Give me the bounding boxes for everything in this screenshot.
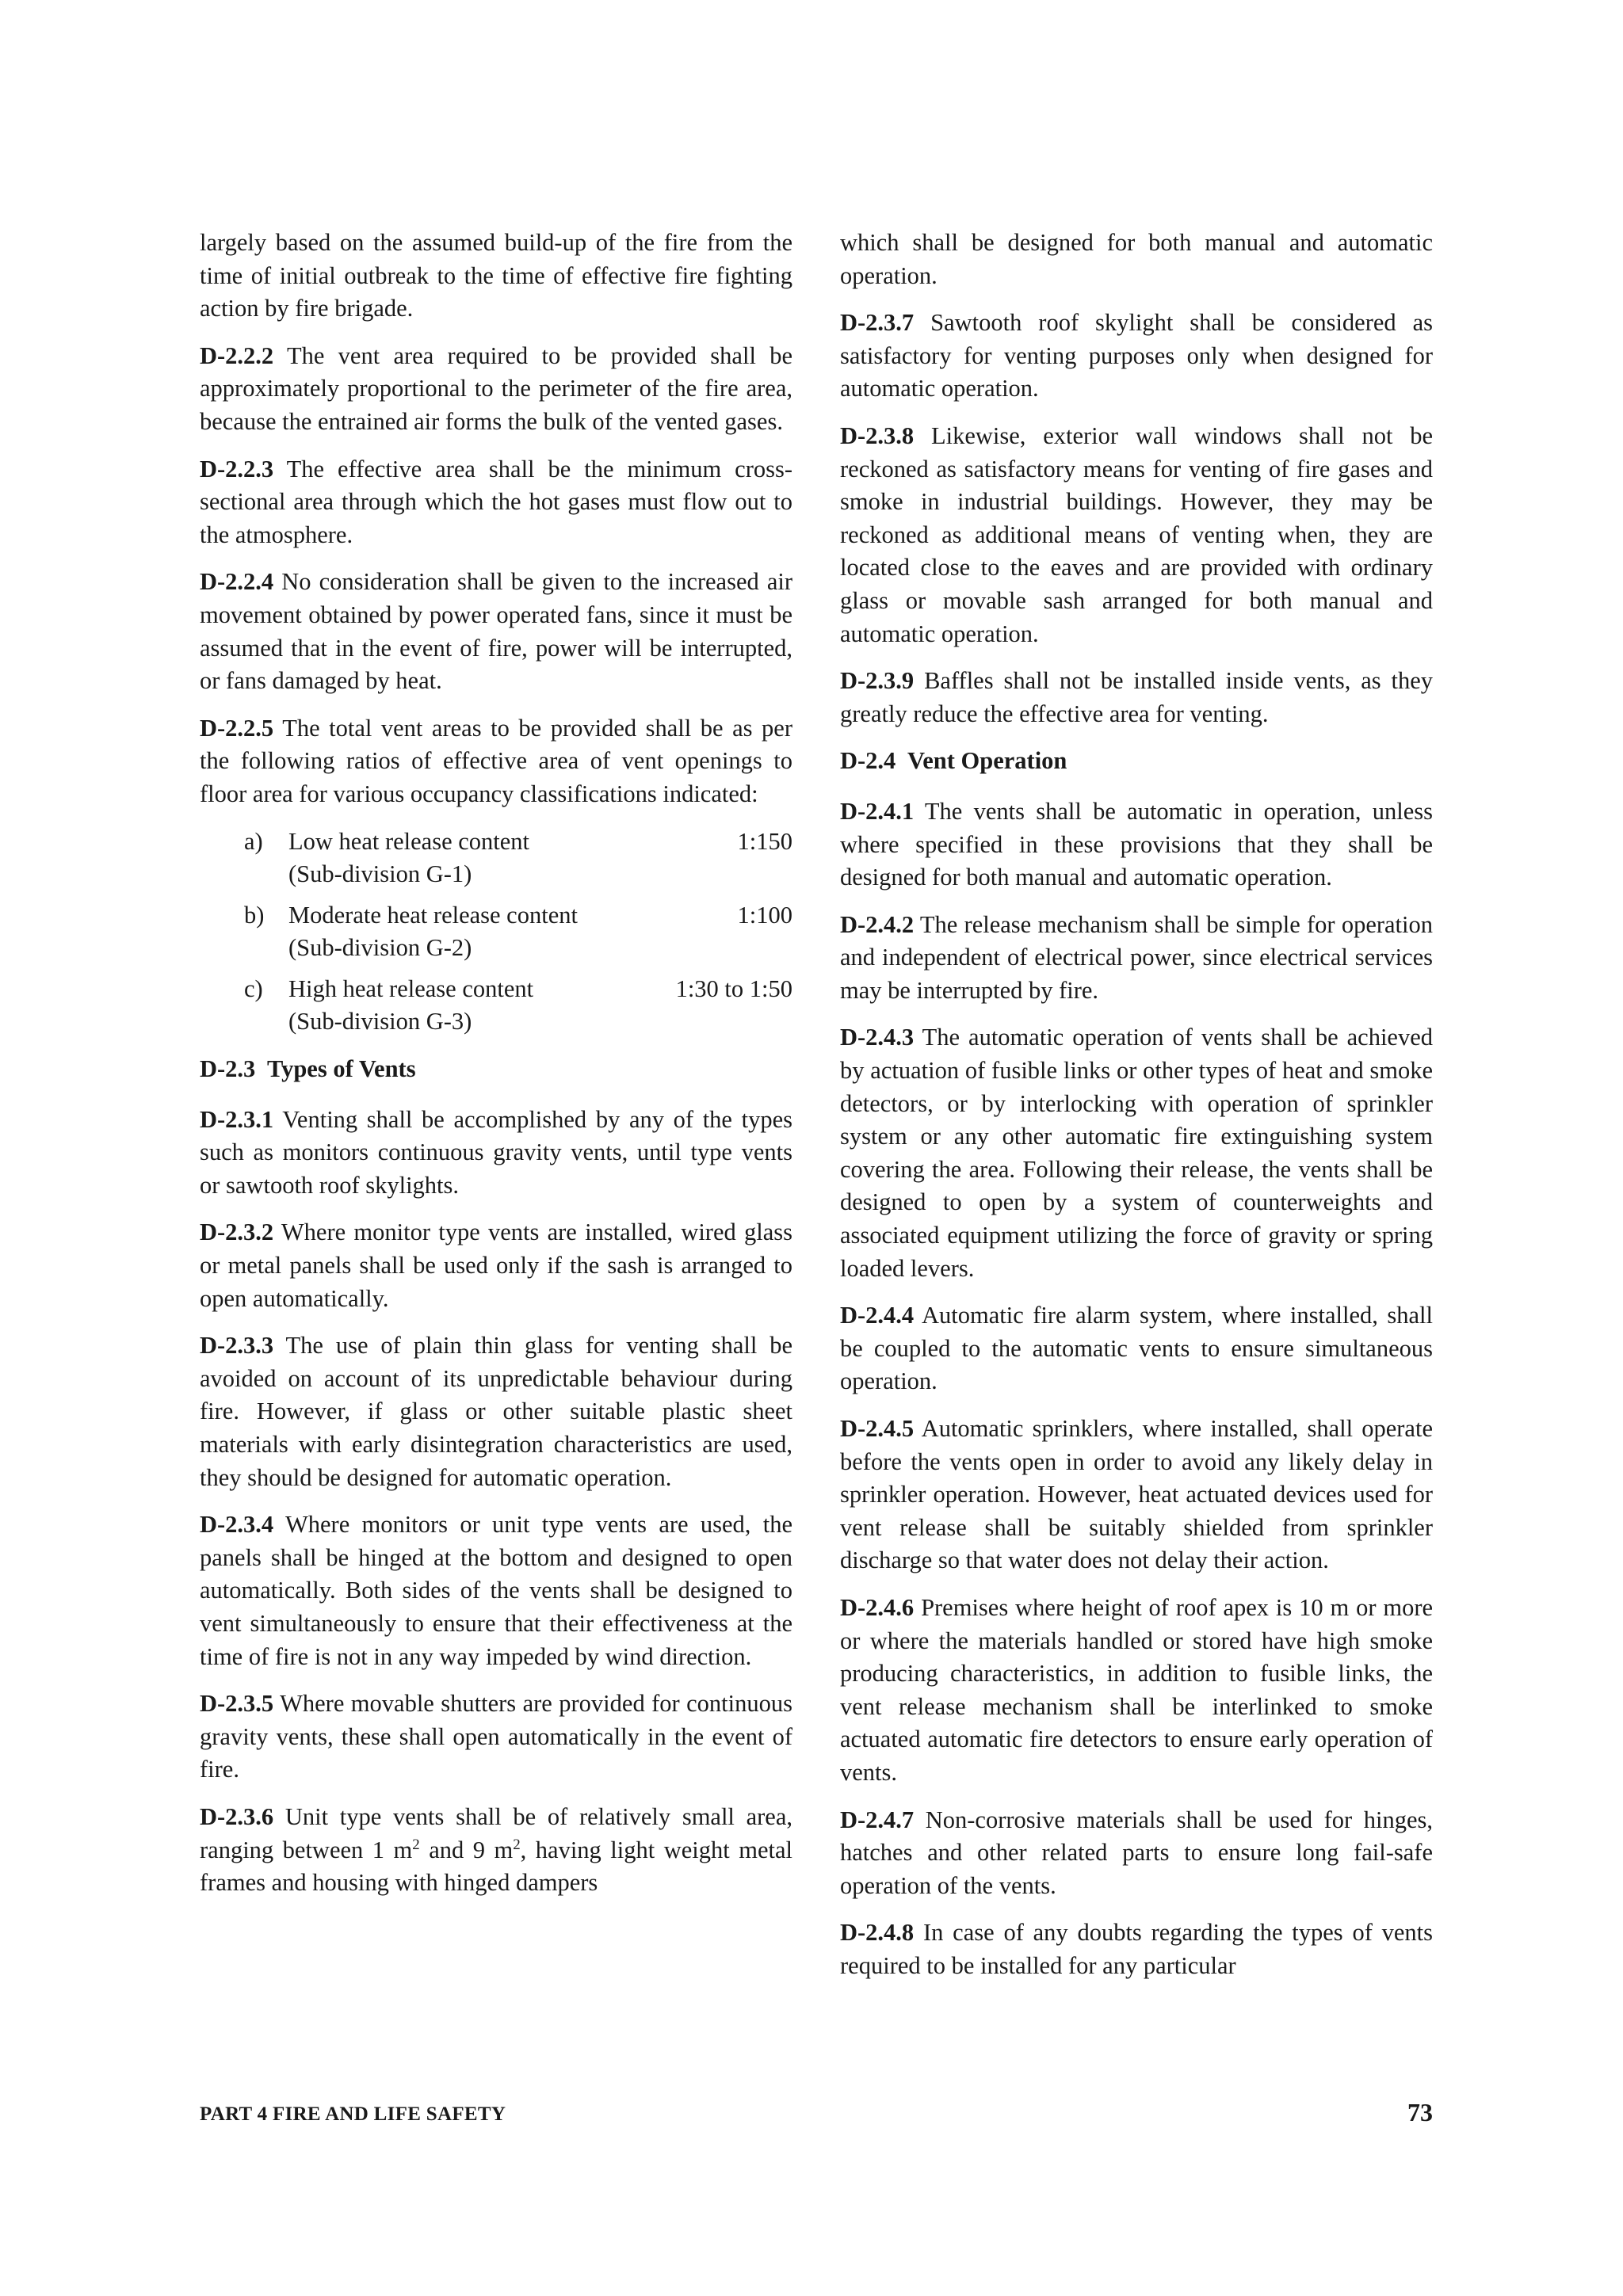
clause-d-2-3-3 — [200, 1329, 792, 1494]
list-item-label: b) — [244, 901, 265, 929]
clause-d-2-4-7 — [840, 1804, 1433, 1903]
clause-d-2-4-3 — [840, 1021, 1433, 1285]
clause-text: The effective area shall be the minimum cross-sectional area through which the hot gases must flow out to the atmosphere. — [200, 455, 792, 548]
clause-text: The use of plain thin glass for venting shall be avoided on account of its unpredictable behaviour during fire. However, if glass or other suitable plastic sheet materials with early disintegration characteristics are used, they should be designed for automatic operation. — [200, 1332, 793, 1491]
clause-number: D-2.3.8 — [840, 421, 915, 449]
clause-text: Non-corrosive materials shall be used for hinges, hatches and other related parts to ensure long fail-safe operation of the vents. — [840, 1806, 1434, 1899]
clause-text: Where monitors or unit type vents are used, the panels shall be hinged at the bottom and designed to open automatically. Both sides of the vents shall be designed to vent simultaneously to ensure that their effectiveness at the time of fire is not in any way impeded by wind direction. — [200, 1511, 792, 1670]
clause-d-2-3-7 — [840, 307, 1433, 406]
clause-number: D-2.4.2 — [840, 910, 915, 938]
clause-text: In case of any doubts regarding the types of vents required to be installed for any particular — [840, 1919, 1434, 1979]
list-item-ratio: 1:100 — [737, 901, 792, 929]
list-item-subdivision: (Sub-division G-2) — [288, 934, 472, 962]
list-item-text: High heat release content — [288, 974, 534, 1002]
clause-d-2-3-4 — [200, 1508, 792, 1673]
clause-number: D-2.4.5 — [840, 1415, 915, 1442]
list-item-label: c) — [244, 974, 263, 1002]
clause-text: The vent area required to be provided shall be approximately proportional to the perimeter of the fire area, because the entrained air forms the bulk of the vented gases. — [200, 341, 793, 435]
clause-number: D-2.2.4 — [200, 568, 274, 596]
clause-text: Likewise, exterior wall windows shall not be reckoned as satisfactory means for venting of fire gases and smoke in industrial buildings. However, they may be reckoned as additional means of venting when, they are located close to the eaves and are provided with ordinary glass or movable sash arranged for both manual and automatic operation. — [840, 421, 1433, 647]
clause-number: D-2.2.5 — [200, 714, 274, 742]
clause-d-2-2-2 — [200, 340, 792, 439]
clause-number: D-2.4.3 — [840, 1024, 915, 1051]
list-item-text: Moderate heat release content — [288, 901, 578, 929]
clause-text: Automatic sprinklers, where installed, shall operate before the vents open in order to avoid any likely delay in sprinkler operation. However, heat actuated devices used for vent release shall be suitably shielded from sprinkler discharge so that water does not delay their action. — [840, 1415, 1433, 1574]
clause-text: No consideration shall be given to the increased air movement obtained by power operated fans, since it must be assumed that in the event of fire, power will be interrupted, or fans damaged by heat. — [200, 568, 793, 695]
list-item — [200, 973, 792, 1039]
page-number: 73 — [1407, 2098, 1433, 2126]
heading-number: D-2.4 — [840, 747, 896, 775]
clause-d-2-3-6 — [200, 1801, 792, 1900]
clause-d-2-4-1 — [840, 795, 1433, 894]
ratio-list — [200, 826, 792, 1039]
right-column — [840, 227, 1433, 1997]
list-item-ratio: 1:30 to 1:50 — [675, 974, 792, 1002]
paragraph-text: which shall be designed for both manual and automatic operation. — [840, 229, 1433, 289]
clause-number: D-2.4.4 — [840, 1302, 915, 1329]
heading-number: D-2.3 — [200, 1055, 256, 1083]
clause-text: Baffles shall not be installed inside vents, as they greatly reduce the effective area for venting. — [840, 667, 1434, 727]
superscript: 2 — [513, 1836, 521, 1853]
section-heading-d-2-3 — [200, 1053, 792, 1086]
clause-text: Venting shall be accomplished by any of the types such as monitors continuous gravity vents, until type vents or sawtooth roof skylights. — [200, 1105, 792, 1199]
clause-number: D-2.3.7 — [840, 309, 915, 337]
clause-d-2-3-5 — [200, 1688, 792, 1787]
list-item-subdivision: (Sub-division G-3) — [288, 1008, 472, 1035]
clause-number: D-2.4.8 — [840, 1919, 915, 1947]
paragraph-continuation — [840, 227, 1433, 292]
list-item-label: a) — [244, 827, 263, 855]
left-column — [200, 227, 792, 1914]
clause-d-2-3-9 — [840, 665, 1433, 730]
clause-number: D-2.3.9 — [840, 667, 915, 695]
clause-text-part: Unit type vents shall be of relatively small area, ranging between 1 m — [200, 1802, 792, 1863]
clause-d-2-3-1 — [200, 1104, 792, 1203]
clause-d-2-4-5 — [840, 1413, 1433, 1577]
clause-text: The automatic operation of vents shall be achieved by actuation of fusible links or other types of heat and smoke detectors, or by interlocking with operation of sprinkler system or any other automatic fire extinguishing system covering the area. Following their release, the vents shall be designed to open by a system of counterweights and associated equipment utilizing the force of gravity or spring loaded levers. — [840, 1024, 1433, 1282]
clause-text: Where movable shutters are provided for continuous gravity vents, these shall open automatically in the event of fire. — [200, 1690, 792, 1783]
list-item — [200, 899, 792, 965]
clause-text-part: and 9 m — [419, 1836, 514, 1863]
clause-text: The vents shall be automatic in operation, unless where specified in these provisions that they shall be designed for both manual and automatic operation. — [840, 797, 1433, 891]
clause-text-part: , having light weight metal frames and housing with hinged dampers — [200, 1836, 792, 1897]
clause-number: D-2.3.5 — [200, 1690, 274, 1718]
clause-number: D-2.3.1 — [200, 1105, 274, 1133]
clause-number: D-2.3.4 — [200, 1511, 274, 1539]
clause-text: The release mechanism shall be simple for operation and independent of electrical power, since electrical services may be interrupted by fire. — [840, 910, 1434, 1004]
list-item-ratio: 1:150 — [737, 827, 792, 855]
footer-part-title: PART 4 FIRE AND LIFE SAFETY — [200, 2103, 506, 2125]
clause-number: D-2.4.1 — [840, 797, 915, 825]
clause-number: D-2.3.6 — [200, 1802, 274, 1830]
superscript: 2 — [412, 1836, 420, 1853]
clause-number: D-2.4.6 — [840, 1593, 915, 1621]
paragraph-continuation — [200, 227, 792, 326]
clause-text: Where monitor type vents are installed, wired glass or metal panels shall be used only if the sash is arranged to open automatically. — [200, 1219, 792, 1312]
clause-d-2-4-4 — [840, 1299, 1433, 1398]
clause-number: D-2.2.2 — [200, 341, 274, 369]
heading-text: Vent Operation — [907, 747, 1067, 775]
clause-d-2-2-5 — [200, 712, 792, 811]
list-item-subdivision: (Sub-division G-1) — [288, 860, 472, 888]
clause-text: The total vent areas to be provided shall be as per the following ratios of effective area of vent openings to floor area for various occupancy classifications indicated: — [200, 714, 793, 807]
clause-d-2-4-8 — [840, 1917, 1433, 1982]
clause-d-2-2-4 — [200, 566, 792, 697]
clause-d-2-2-3 — [200, 453, 792, 552]
list-item-text: Low heat release content — [288, 827, 530, 855]
heading-text: Types of Vents — [267, 1055, 416, 1083]
clause-d-2-3-8 — [840, 420, 1433, 650]
section-heading-d-2-4 — [840, 745, 1433, 778]
paragraph-text: largely based on the assumed build-up of the fire from the time of initial outbreak to the time of effective fire fighting action by fire brigade. — [200, 229, 792, 322]
list-item — [200, 826, 792, 891]
clause-text: Premises where height of roof apex is 10 m or more or where the materials handled or stored have high smoke producing characteristics, in addition to fusible links, the vent release mechanism shall be interlinked to smoke actuated automatic fire detectors to ensure early operation of vents. — [840, 1593, 1434, 1786]
clause-text: Sawtooth roof skylight shall be considered as satisfactory for venting purposes only when designed for automatic operation. — [840, 309, 1433, 402]
clause-d-2-4-2 — [840, 909, 1433, 1008]
clause-number: D-2.3.3 — [200, 1332, 274, 1360]
clause-number: D-2.3.2 — [200, 1219, 274, 1246]
clause-d-2-3-2 — [200, 1216, 792, 1315]
clause-d-2-4-6 — [840, 1592, 1433, 1790]
clause-number: D-2.2.3 — [200, 455, 274, 482]
clause-number: D-2.4.7 — [840, 1806, 915, 1833]
clause-text: Automatic fire alarm system, where installed, shall be coupled to the automatic vents to ensure simultaneous operation. — [840, 1302, 1433, 1395]
